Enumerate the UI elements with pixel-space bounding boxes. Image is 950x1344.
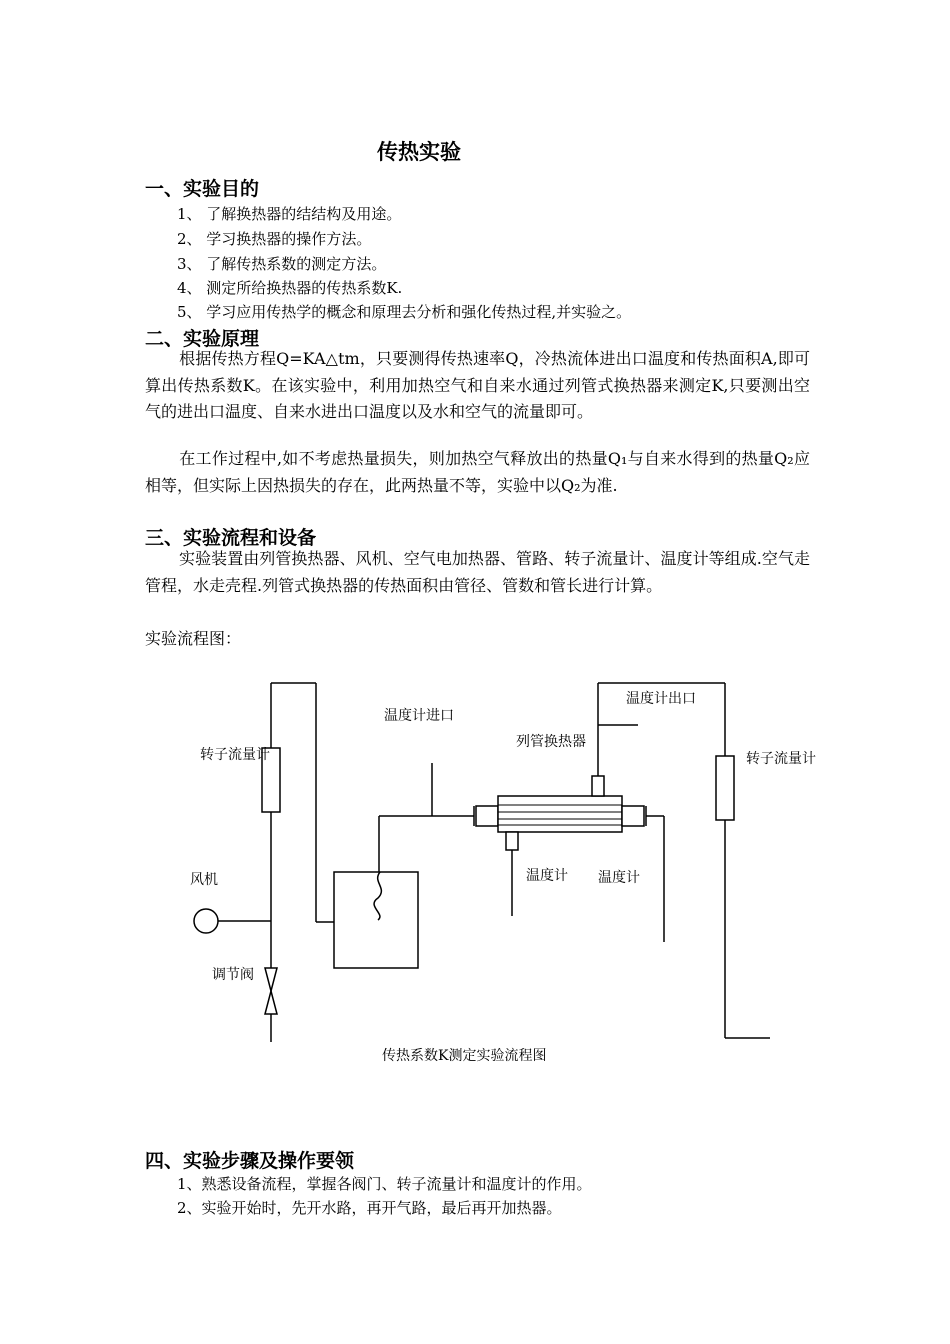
section-1-item-5: 5、 学习应用传热学的概念和原理去分析和强化传热过程,并实验之。 <box>177 303 632 321</box>
figure-intro: 实验流程图： <box>145 629 242 648</box>
process-flow-diagram <box>0 670 950 1090</box>
section-2-paragraph-1-text: 根据传热方程Q=KA△tm，只要测得传热速率Q，冷热流体进出口温度和传热面积A,即可算出传热系数K。在该实验中，利用加热空气和自来水通过列管式换热器来测定K,只要测出空气的进出口温度、自来水进出口温度以及水和空气的流量即可。 <box>145 349 810 421</box>
label-thermometer-a: 温度计 <box>526 868 568 884</box>
section-2-heading: 二、实验原理 <box>145 328 260 350</box>
section-4-item-1: 1、熟悉设备流程，掌握各阀门、转子流量计和温度计的作用。 <box>177 1175 592 1193</box>
fan-icon <box>194 909 218 933</box>
section-1-item-2: 2、 学习换热器的操作方法。 <box>177 230 372 248</box>
shell-tube-exchanger <box>474 776 646 850</box>
section-3-paragraph-1 <box>145 546 810 599</box>
label-rotameter-right: 转子流量计 <box>746 751 816 767</box>
section-2-paragraph-2 <box>145 446 810 499</box>
label-inlet-temp: 温度计进口 <box>384 708 454 724</box>
section-4-item-2: 2、实验开始时，先开水路，再开气路，最后再开加热器。 <box>177 1199 562 1217</box>
heater-box <box>334 872 418 968</box>
label-fan: 风机 <box>190 872 218 888</box>
page-title: 传热实验 <box>377 140 461 164</box>
label-valve: 调节阀 <box>212 967 254 983</box>
section-4-heading: 四、实验步骤及操作要领 <box>145 1150 355 1172</box>
right-rotameter <box>716 756 734 820</box>
label-outlet-temp: 温度计出口 <box>626 691 696 707</box>
section-1-item-3: 3、 了解传热系数的测定方法。 <box>177 255 387 273</box>
label-exchanger: 列管换热器 <box>516 734 586 750</box>
section-2-paragraph-2-text: 在工作过程中,如不考虑热量损失，则加热空气释放出的热量Q₁与自来水得到的热量Q₂应相等，但实际上因热损失的存在，此两热量不等，实验中以Q₂为准. <box>145 449 810 495</box>
label-rotameter-left: 转子流量计 <box>200 747 270 763</box>
section-1-heading: 一、实验目的 <box>145 178 260 200</box>
valve-icon <box>265 968 277 1014</box>
figure-caption: 传热系数K测定实验流程图 <box>382 1048 547 1064</box>
section-3-heading: 三、实验流程和设备 <box>145 527 317 549</box>
label-thermometer-b: 温度计 <box>598 870 640 886</box>
section-3-paragraph-1-text: 实验装置由列管换热器、风机、空气电加热器、管路、转子流量计、温度计等组成.空气走管程，水走壳程.列管式换热器的传热面积由管径、管数和管长进行计算。 <box>145 549 810 595</box>
section-1-item-1: 1、 了解换热器的结结构及用途。 <box>177 205 402 223</box>
section-2-paragraph-1 <box>145 346 810 426</box>
section-1-item-4: 4、 测定所给换热器的传热系数K. <box>177 279 403 297</box>
